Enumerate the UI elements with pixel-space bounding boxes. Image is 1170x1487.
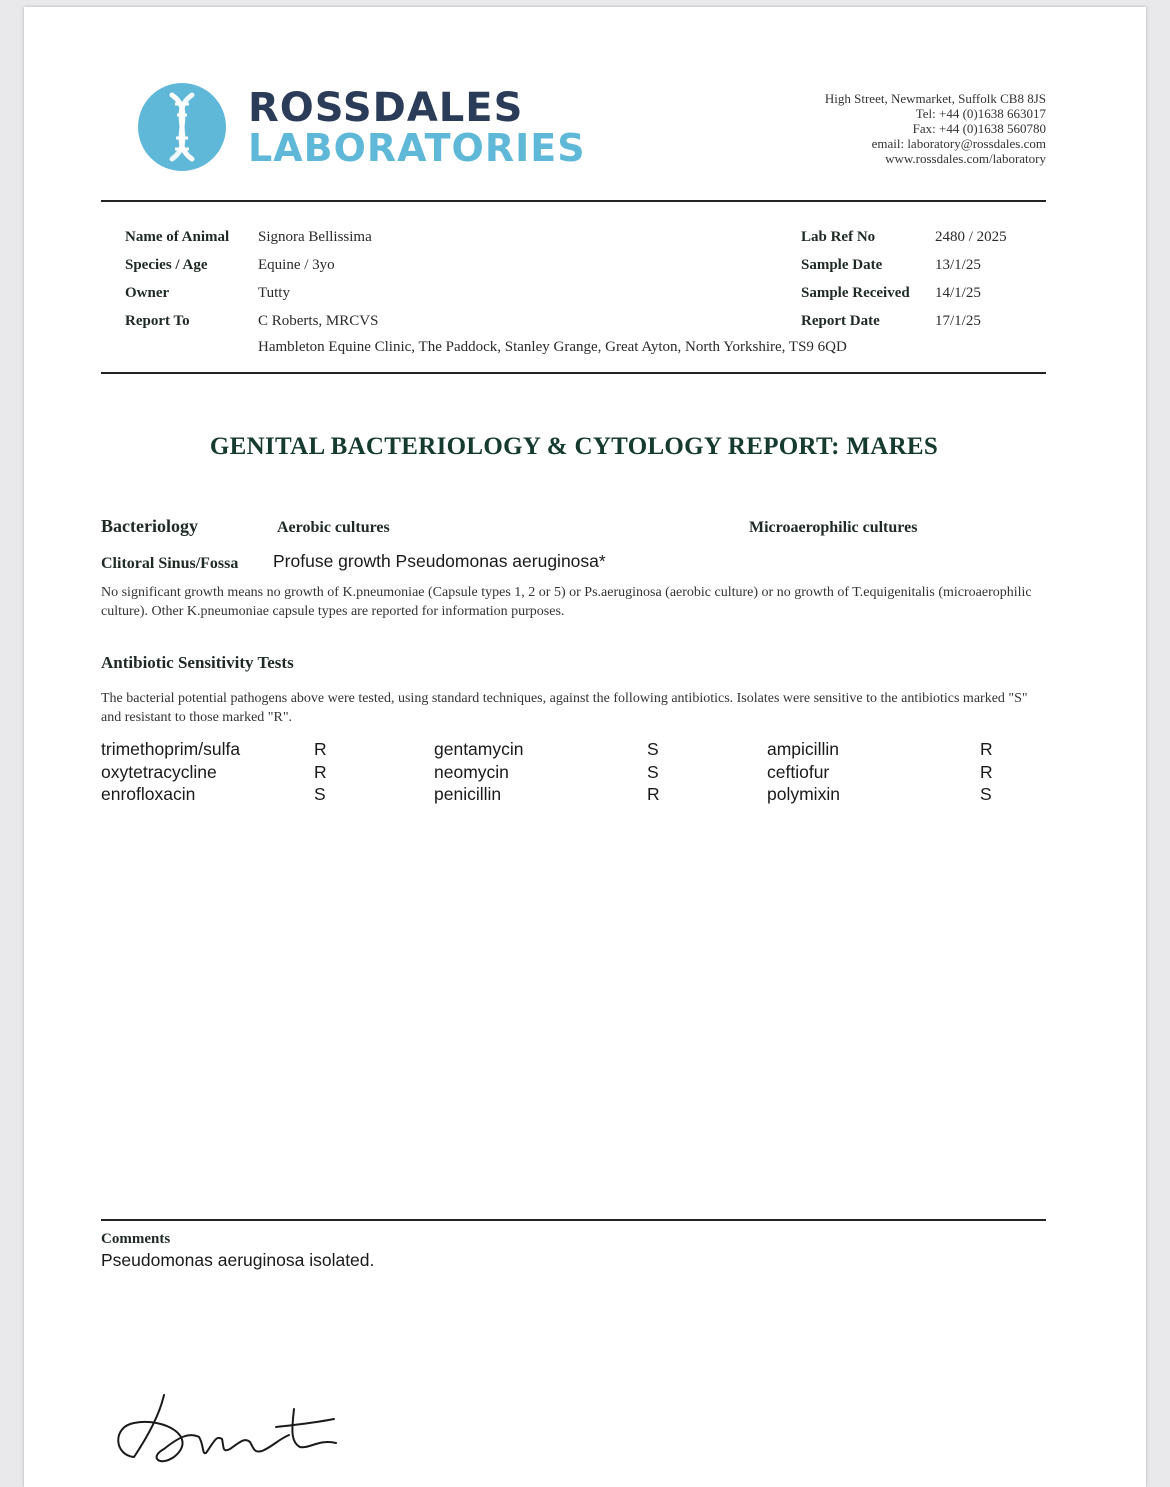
antibiotic-result: S: [980, 784, 992, 804]
lab-address: [825, 91, 1046, 166]
bacteriology-heading: Bacteriology: [101, 516, 198, 536]
animal-name: Signora Bellissima: [258, 229, 372, 245]
comments-divider: [101, 1219, 1046, 1221]
antibiotic-result: S: [314, 784, 326, 804]
report-to-address: Hambleton Equine Clinic, The Paddock, Stanley Grange, Great Ayton, North Yorkshire, TS9 6QD: [258, 339, 847, 355]
signature-image: [104, 1387, 354, 1477]
antibiotic-name: gentamycin: [434, 739, 524, 759]
report-title: GENITAL BACTERIOLOGY & CYTOLOGY REPORT: MARES: [209, 433, 939, 460]
owner-label: Owner: [125, 285, 170, 301]
antibiotic-result: S: [647, 762, 659, 782]
report-page: [24, 7, 1146, 1487]
address-fax: Fax: +44 (0)1638 560780: [912, 121, 1046, 136]
site-label: Clitoral Sinus/Fossa: [101, 555, 239, 572]
comments-heading: Comments: [101, 1231, 171, 1247]
antibiotic-name: enrofloxacin: [101, 784, 196, 804]
brand-name-line1: ROSSDALES: [248, 85, 524, 131]
sample-date-label: Sample Date: [801, 257, 883, 273]
species-value: Equine / 3yo: [258, 257, 335, 273]
antibiotic-name: neomycin: [434, 762, 509, 782]
report-date-value: 17/1/25: [935, 313, 981, 329]
name-label: Name of Animal: [125, 229, 230, 245]
growth-note: No significant growth means no growth of K.pneumoniae (Capsule types 1, 2 or 5) or Ps.aeruginosa (aerobic culture) or no growth of T.equigenitalis (microaerophilic culture). Other K.pneumoniae capsule types are reported for information purposes.: [101, 585, 1032, 619]
report-date-label: Report Date: [801, 313, 880, 329]
address-website: www.rossdales.com/laboratory: [885, 151, 1046, 166]
address-tel: Tel: +44 (0)1638 663017: [915, 106, 1046, 121]
address-street: High Street, Newmarket, Suffolk CB8 8JS: [824, 91, 1046, 106]
antibiotic-name: trimethoprim/sulfa: [101, 739, 241, 759]
antibiotic-result: R: [980, 739, 993, 759]
antibiotic-name: penicillin: [434, 784, 502, 804]
antibiotic-result: R: [314, 739, 327, 759]
microaerophilic-cultures-label: Microaerophilic cultures: [749, 519, 918, 536]
lab-ref-value: 2480 / 2025: [935, 229, 1007, 245]
site-result: Profuse growth Pseudomonas aeruginosa*: [273, 551, 606, 571]
report-to-value: C Roberts, MRCVS: [258, 313, 379, 329]
species-label: Species / Age: [125, 257, 208, 273]
antibiotic-result: R: [647, 784, 660, 804]
brand-name-line2: LABORATORIES: [248, 126, 586, 170]
antibiotic-result: S: [647, 739, 659, 759]
dna-logo-icon: [138, 83, 226, 171]
aerobic-cultures-label: Aerobic cultures: [277, 519, 390, 536]
header-divider: [101, 200, 1046, 202]
antibiotic-name: ampicillin: [767, 739, 839, 759]
lab-logo: [138, 83, 598, 183]
info-divider: [101, 372, 1046, 374]
antibiotic-result: R: [314, 762, 327, 782]
antibiotic-name: ceftiofur: [767, 762, 830, 782]
address-email: email: laboratory@rossdales.com: [871, 136, 1046, 151]
comments-text: Pseudomonas aeruginosa isolated.: [101, 1250, 375, 1270]
owner-value: Tutty: [258, 285, 290, 301]
sensitivity-intro: The bacterial potential pathogens above were tested, using standard techniques, against the following antibiotics. Isolates were sensitive to the antibiotics marked "S" and resistant to those marked "R".: [101, 691, 1028, 725]
sample-date-value: 13/1/25: [935, 257, 981, 273]
antibiotic-result: R: [980, 762, 993, 782]
report-to-label: Report To: [125, 313, 190, 329]
sample-received-label: Sample Received: [801, 285, 910, 301]
antibiotic-name: polymixin: [767, 784, 840, 804]
antibiotic-name: oxytetracycline: [101, 762, 217, 782]
sensitivity-heading: Antibiotic Sensitivity Tests: [101, 653, 294, 672]
sample-received-value: 14/1/25: [935, 285, 981, 301]
lab-ref-label: Lab Ref No: [801, 229, 876, 245]
